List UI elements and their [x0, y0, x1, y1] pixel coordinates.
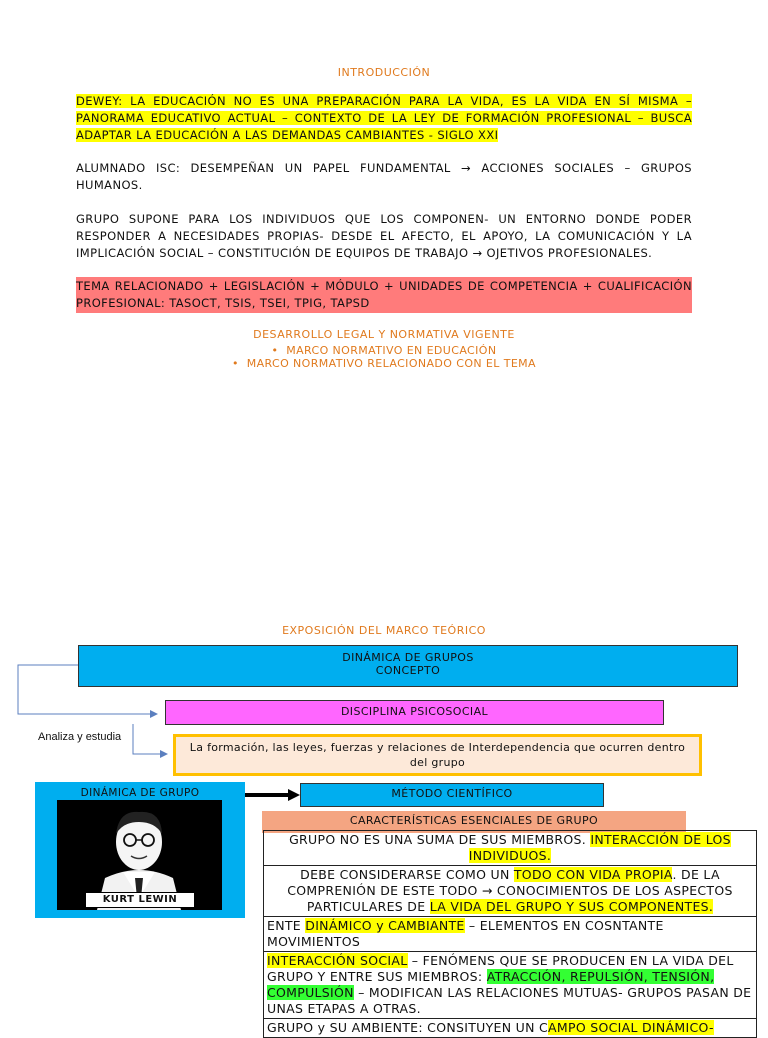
legal-bullet-1-label: MARCO NORMATIVO EN EDUCACIÓN [286, 344, 497, 357]
legal-bullet-2-label: MARCO NORMATIVO RELACIONADO CON EL TEMA [246, 357, 536, 370]
connector-arrowhead-icon [150, 710, 158, 718]
analiza-label: Analiza y estudia [38, 731, 122, 743]
disciplina-box [165, 700, 664, 725]
grupo-paragraph: GRUPO SUPONE PARA LOS INDIVIDUOS QUE LOS COMPONEN- UN ENTORNO DONDE PODER RESPONDER A NECESIDADES PROPIAS- DESDE EL AFECTO, EL APOYO, LA COMUNICACIÓN Y LA IMPLICACIÓN SOCIAL – CONSTITUCIÓN DE EQUIPOS DE TRABAJO → OJETIVOS PROFESIONALES. [76, 212, 692, 260]
bracket-connector [18, 665, 150, 714]
bracket-connector-2 [133, 724, 160, 754]
connector-arrowhead-icon-2 [160, 750, 168, 758]
table-cell: INTERACCIÓN SOCIAL – FENÓMENS QUE SE PRODUCEN EN LA VIDA DEL GRUPO Y ENTRE SUS MIEMBROS: ATRACCIÓN, REPULSIÓN, TENSIÓN, COMPULSIÓN – MODIFICAN LAS RELACIONES MUTUAS- GRUPOS PASAN DE UNAS ETAPAS A OTRAS. [264, 952, 757, 1019]
tema-paragraph: TEMA RELACIONADO + LEGISLACIÓN + MÓDULO + UNIDADES DE COMPETENCIA + CUALIFICACIÓN PROFESIONAL: TASOCT, TSIS, TSEI, TPIG, TAPSD [76, 279, 692, 310]
table-row [264, 917, 757, 952]
concept-line-1: DINÁMICA DE GRUPOS [342, 651, 474, 664]
disciplina-label: DISCIPLINA PSICOSOCIAL [340, 705, 489, 718]
formacion-text: La formación, las leyes, fuerzas y relaciones de Interdependencia que ocurren dentro del grupo [189, 741, 686, 769]
table-row [264, 866, 757, 917]
intro-title: INTRODUCCIÓN [337, 66, 431, 79]
table-row [264, 952, 757, 1019]
dewey-quote: DEWEY: LA EDUCACIÓN NO ES UNA PREPARACIÓN PARA LA VIDA, ES LA VIDA EN SÍ MISMA – PANORAMA EDUCATIVO ACTUAL – CONTEXTO DE LA LEY DE FORMACIÓN PROFESIONAL – BUSCA ADAPTAR LA EDUCACIÓN A LAS DEMANDAS CAMBIANTES - SIGLO XXI [76, 94, 692, 142]
table-row [264, 831, 757, 866]
formacion-box [173, 734, 702, 776]
table-row [264, 1019, 757, 1038]
lewin-caption: KURT LEWIN [85, 892, 195, 908]
dinamica-grupo-label: DINÁMICA DE GRUPO [80, 787, 200, 799]
marco-title: EXPOSICIÓN DEL MARCO TEÓRICO [282, 624, 486, 637]
table-cell: ENTE DINÁMICO y CAMBIANTE – ELEMENTOS EN COSNTANTE MOVIMIENTOS [264, 917, 757, 952]
alumnado-paragraph: ALUMNADO ISC: DESEMPEÑAN UN PAPEL FUNDAMENTAL → ACCIONES SOCIALES – GRUPOS HUMANOS. [76, 161, 692, 192]
concept-line-2: CONCEPTO [375, 664, 441, 677]
metodo-box [300, 783, 604, 807]
right-arrow-icon [288, 789, 300, 801]
kurt-lewin-portrait [57, 800, 222, 910]
table-cell: GRUPO y SU AMBIENTE: CONSITUYEN UN CAMPO SOCIAL DINÁMICO- [264, 1019, 757, 1038]
table-cell: GRUPO NO ES UNA SUMA DE SUS MIEMBROS. INTERACCIÓN DE LOS INDIVIDUOS. [264, 831, 757, 866]
bullet-icon: • [232, 357, 239, 370]
caracteristicas-table [263, 830, 757, 1038]
caracteristicas-label: CARACTERÍSTICAS ESENCIALES DE GRUPO [349, 814, 599, 827]
table-cell: DEBE CONSIDERARSE COMO UN TODO CON VIDA PROPIA. DE LA COMPRENIÓN DE ESTE TODO → CONOCIMIENTOS DE LOS ASPECTOS PARTICULARES DE LA VIDA DEL GRUPO Y SUS COMPONENTES. [264, 866, 757, 917]
metodo-label: MÉTODO CIENTÍFICO [391, 787, 513, 800]
bullet-icon: • [271, 344, 279, 357]
legal-title: DESARROLLO LEGAL Y NORMATIVA VIGENTE [253, 328, 515, 341]
